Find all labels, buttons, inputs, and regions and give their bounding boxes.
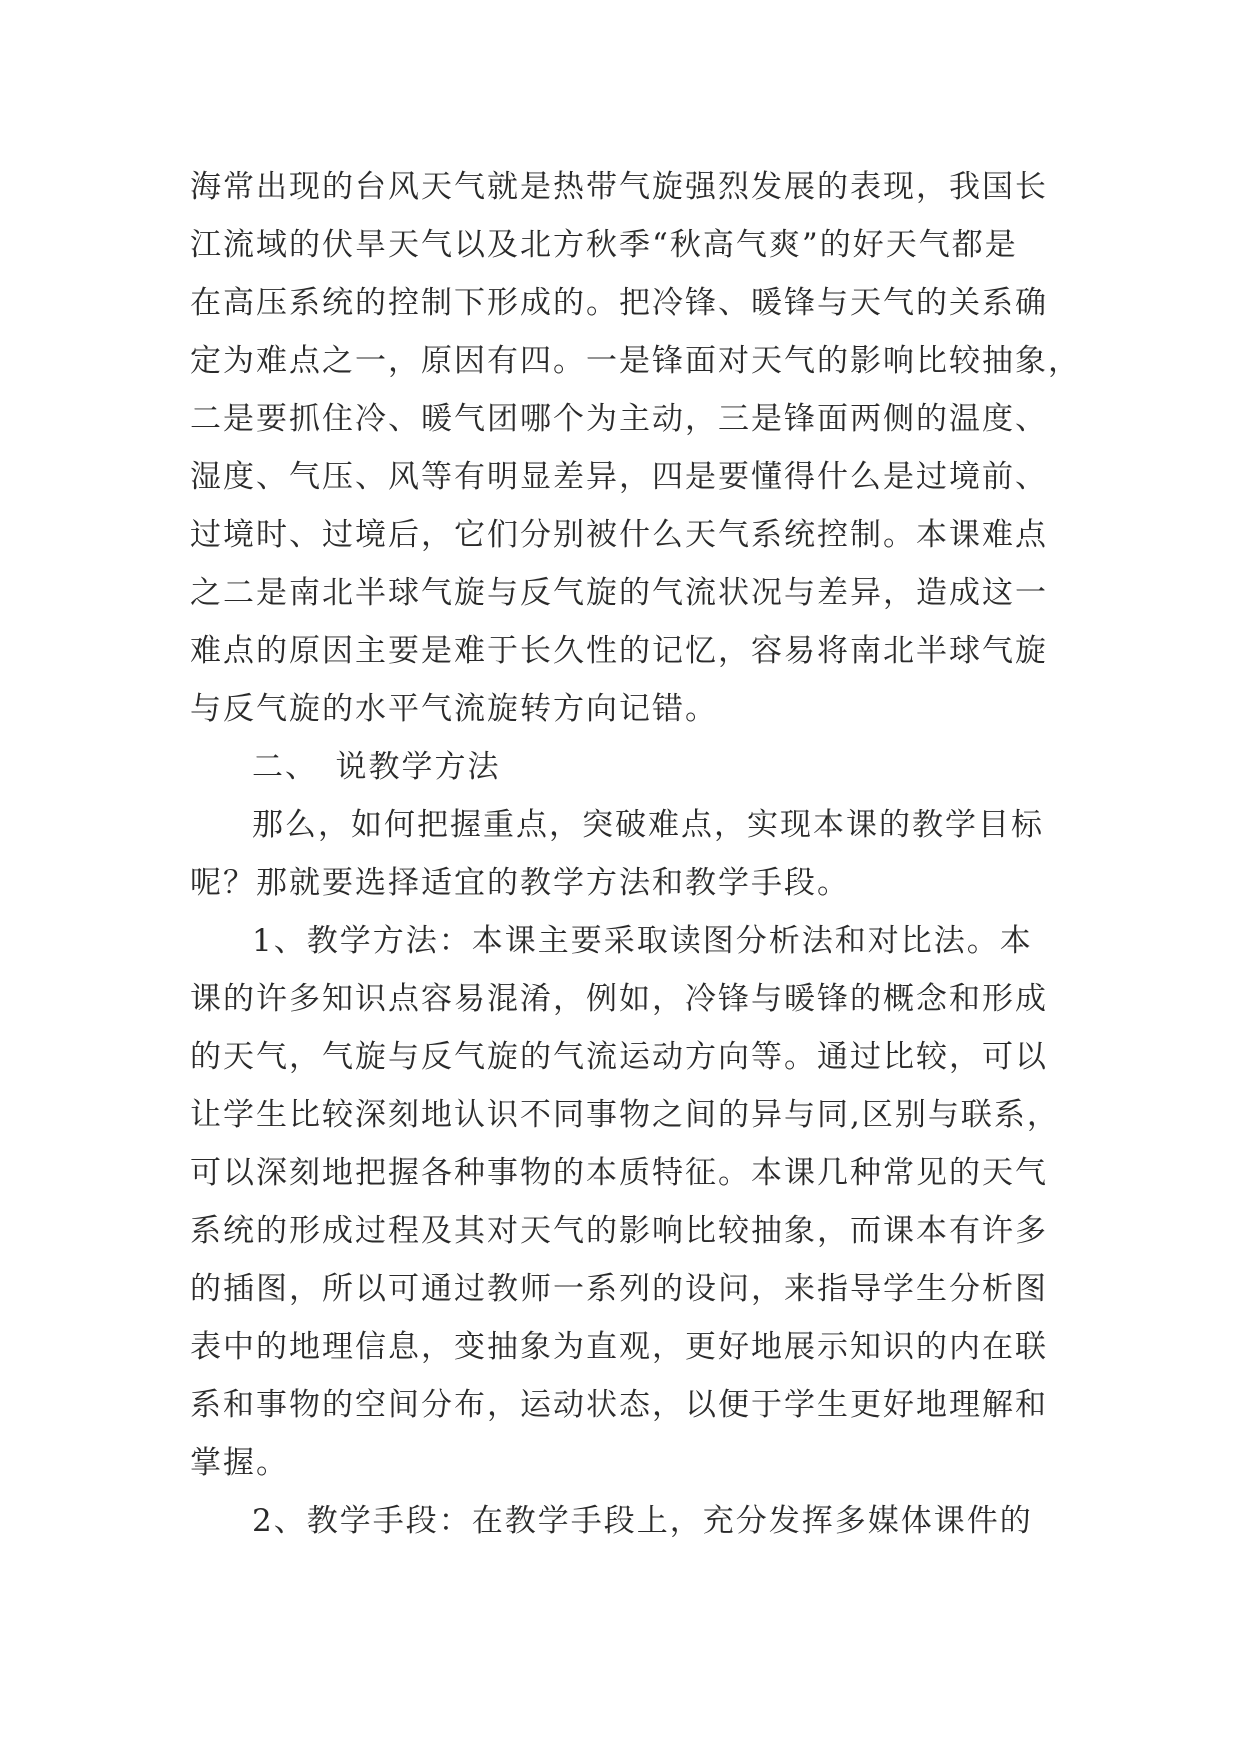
text-line: 在高压系统的控制下形成的。把冷锋、暖锋与天气的关系确 (190, 285, 1048, 321)
text-line: 之二是南北半球气旋与反气旋的气流状况与差异，造成这一 (190, 575, 1048, 611)
paragraph-first-line: 2、教学手段：在教学手段上，充分发挥多媒体课件的 (252, 1503, 1033, 1539)
text-line: 系和事物的空间分布，运动状态，以便于学生更好地理解和 (190, 1387, 1048, 1423)
text-line: 呢？那就要选择适宜的教学方法和教学手段。 (190, 865, 850, 901)
text-line: 课的许多知识点容易混淆，例如，冷锋与暖锋的概念和形成 (190, 981, 1048, 1017)
paragraph-first-line: 1、教学方法：本课主要采取读图分析法和对比法。本 (252, 923, 1033, 959)
text-line: 过境时、过境后，它们分别被什么天气系统控制。本课难点 (190, 517, 1048, 553)
text-line: 让学生比较深刻地认识不同事物之间的异与同,区别与联系， (190, 1097, 1060, 1133)
text-line: 的插图，所以可通过教师一系列的设问，来指导学生分析图 (190, 1271, 1048, 1307)
document-body (190, 158, 1081, 1550)
text-line: 掌握。 (190, 1445, 289, 1481)
text-line: 江流域的伏旱天气以及北方秋季“秋高气爽”的好天气都是 (190, 227, 1018, 263)
text-line: 湿度、气压、风等有明显差异，四是要懂得什么是过境前、 (190, 459, 1048, 495)
text-line: 定为难点之一，原因有四。一是锋面对天气的影响比较抽象， (190, 343, 1081, 379)
section-heading: 二、 说教学方法 (252, 749, 501, 785)
text-line: 的天气，气旋与反气旋的气流运动方向等。通过比较，可以 (190, 1039, 1048, 1075)
paragraph-first-line: 那么，如何把握重点，突破难点，实现本课的教学目标 (252, 807, 1044, 843)
text-line: 表中的地理信息，变抽象为直观，更好地展示知识的内在联 (190, 1329, 1048, 1365)
text-line: 可以深刻地把握各种事物的本质特征。本课几种常见的天气 (190, 1155, 1048, 1191)
text-line: 二是要抓住冷、暖气团哪个为主动，三是锋面两侧的温度、 (190, 401, 1048, 437)
text-line: 与反气旋的水平气流旋转方向记错。 (190, 691, 718, 727)
text-line: 难点的原因主要是难于长久性的记忆，容易将南北半球气旋 (190, 633, 1048, 669)
text-line: 海常出现的台风天气就是热带气旋强烈发展的表现，我国长 (190, 169, 1048, 205)
text-line: 系统的形成过程及其对天气的影响比较抽象，而课本有许多 (190, 1213, 1048, 1249)
